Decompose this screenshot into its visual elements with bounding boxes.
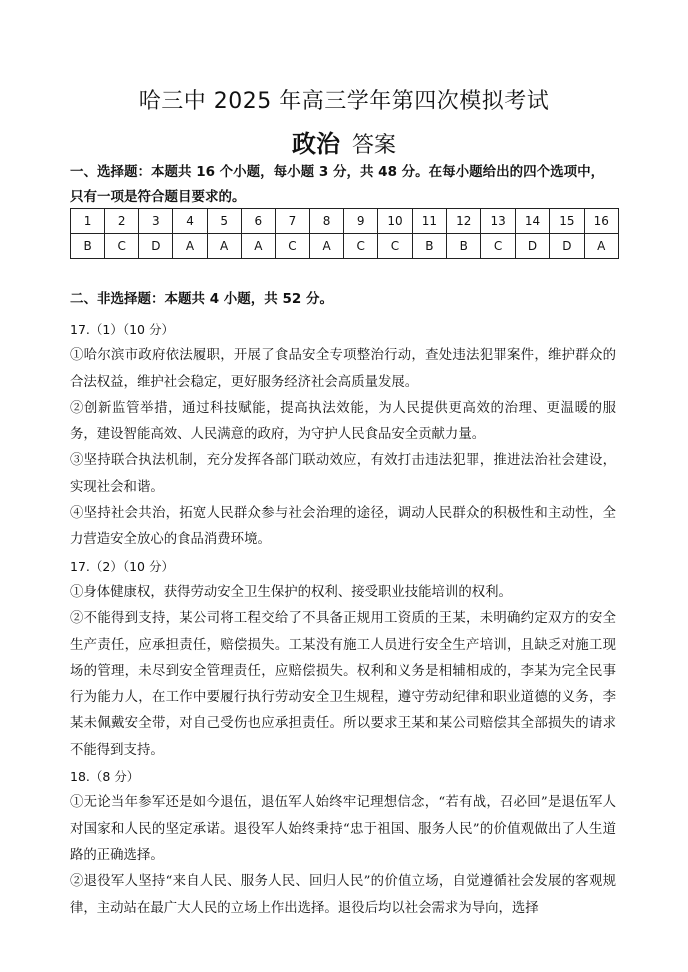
answer-cell: C	[481, 234, 515, 259]
question-number-cell: 13	[481, 209, 515, 234]
answer-cell: C	[344, 234, 378, 259]
answer-paragraph: ④坚持社会共治，拓宽人民群众参与社会治理的途径，调动人民群众的积极性和主动性，全力营造安全放心的食品消费环境。	[70, 506, 616, 548]
question-number-cell: 6	[241, 209, 275, 234]
answer-cell: B	[412, 234, 446, 259]
answer-paragraph: ①身体健康权，获得劳动安全卫生保护的权利、接受职业技能培训的权利。	[70, 584, 512, 600]
answer-label: 答案	[351, 133, 396, 158]
answer-cell: D	[515, 234, 549, 259]
q17-2-label: 17.（2）（10 分）	[70, 558, 174, 574]
question-number-cell: 2	[105, 209, 139, 234]
subject-name: 政治	[291, 130, 340, 158]
answer-paragraph: ②创新监管举措，通过科技赋能，提高执法效能，为人民提供更高效的治理、更温暖的服务，建设智能高效、人民满意的政府，为守护人民食品安全贡献力量。	[70, 400, 616, 443]
q17-1-label: 17.（1）（10 分）	[70, 322, 174, 337]
answer-cell: A	[173, 234, 207, 259]
question-number-cell: 8	[310, 209, 344, 234]
answer-cell: D	[139, 234, 173, 259]
answer-paragraph: ②不能得到支持，某公司将工程交给了不具备正规用工资质的王某，未明确约定双方的安全生产责任，应承担责任，赔偿损失。工某没有施工人员进行安全生产培训，且缺乏对施工现场的管理，未尽到安全管理责任，应赔偿损失。权利和义务是相辅相成的，李某为完全民事行为能力人，在工作中要履行执行劳动安全卫生规程，遵守劳动纪律和职业道德的义务，李某未佩戴安全带，对自己受伤也应承担责任。所以要求王某和某公司赔偿其全部损失的请求不能得到支持。	[70, 611, 616, 758]
q18-label: 18.（8 分）	[70, 769, 140, 785]
question-number-cell: 11	[412, 209, 446, 234]
answer-paragraph: ②退役军人坚持“来自人民、服务人民、回归人民”的价值立场，自觉遵循社会发展的客观规律，主动站在最广大人民的立场上作出选择。退役后均以社会需求为导向，选择	[70, 874, 616, 916]
question-number-cell: 14	[515, 209, 549, 234]
answer-cell: D	[550, 234, 584, 259]
answer-cell: B	[71, 234, 105, 259]
question-number-row	[71, 209, 619, 234]
question-number-cell: 16	[584, 209, 618, 234]
question-number-cell: 4	[173, 209, 207, 234]
question-number-cell: 1	[71, 209, 105, 234]
answer-cell: A	[207, 234, 241, 259]
question-number-cell: 12	[447, 209, 481, 234]
section1-heading	[70, 160, 630, 210]
question-number-cell: 3	[139, 209, 173, 234]
answer-cell: A	[584, 234, 618, 259]
answer-cell: C	[105, 234, 139, 259]
answer-table	[70, 208, 619, 259]
subtitle	[0, 124, 688, 159]
answer-paragraph: ①哈尔滨市政府依法履职，开展了食品安全专项整治行动，查处违法犯罪案件，维护群众的合法权益，维护社会稳定，更好服务经济社会高质量发展。	[70, 348, 616, 390]
question-number-cell: 15	[550, 209, 584, 234]
question-number-cell: 7	[275, 209, 309, 234]
answer-cell: C	[378, 234, 412, 259]
answer-row	[71, 234, 619, 259]
page-title: 哈三中 2025 年高三学年第四次模拟考试	[138, 89, 550, 114]
question-number-cell: 9	[344, 209, 378, 234]
question-number-cell: 5	[207, 209, 241, 234]
question-number-cell: 10	[378, 209, 412, 234]
answer-cell: A	[241, 234, 275, 259]
answer-cell: B	[447, 234, 481, 259]
answer-cell: C	[275, 234, 309, 259]
answer-paragraph: ①无论当年参军还是如今退伍，退伍军人始终牢记理想信念，“若有战，召必回”是退伍军人对国家和人民的坚定承诺。退役军人始终秉持“忠于祖国、服务人民”的价值观做出了人生道路的正确选择。	[70, 795, 616, 863]
answer-body	[70, 317, 616, 922]
answer-paragraph: ③坚持联合执法机制，充分发挥各部门联动效应，有效打击违法犯罪，推进法治社会建设，实现社会和谐。	[70, 453, 616, 495]
section1-heading-line2: 只有一项是符合题目要求的。	[70, 189, 246, 205]
section2-heading: 二、非选择题：本题共 4 小题，共 52 分。	[70, 291, 333, 307]
section1-heading-line1: 一、选择题：本题共 16 个小题，每小题 3 分，共 48 分。在每小题给出的四个选项中，	[70, 164, 605, 180]
answer-cell: A	[310, 234, 344, 259]
